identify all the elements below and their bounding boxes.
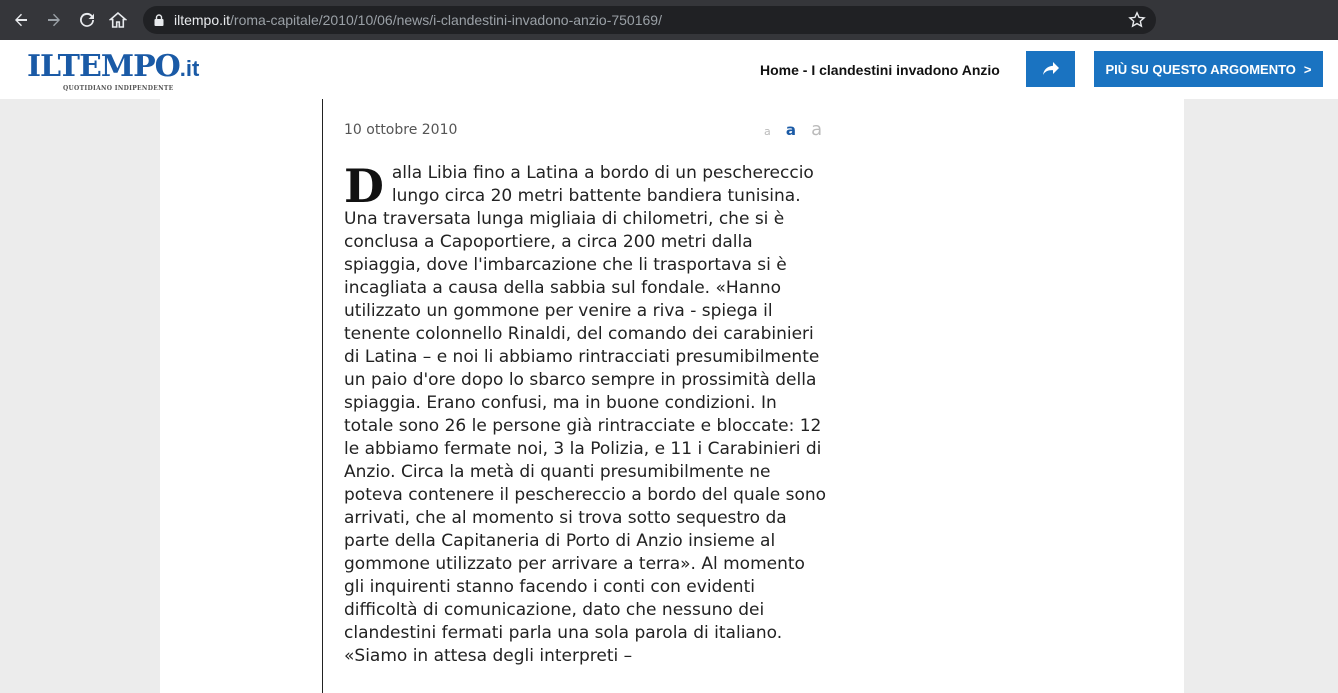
browser-toolbar [0, 0, 1338, 40]
share-arrow-icon [1042, 61, 1060, 77]
url-host: iltempo.it [174, 12, 231, 28]
logo-suffix: .it [179, 56, 200, 81]
more-on-topic-label: PIÙ SU QUESTO ARGOMENTO [1105, 61, 1296, 77]
logo-text: ILTEMPO [27, 49, 180, 84]
address-bar[interactable] [143, 6, 1156, 34]
lock-icon[interactable] [152, 13, 166, 27]
font-size-small-button[interactable]: a [764, 125, 771, 138]
site-logo[interactable] [27, 51, 217, 93]
font-size-large-button[interactable]: a [811, 119, 823, 140]
article-body [344, 159, 828, 668]
url-text[interactable] [174, 12, 662, 28]
article-date: 10 ottobre 2010 [344, 122, 458, 138]
logo-tagline: QUOTIDIANO INDIPENDENTE [63, 85, 174, 92]
site-header [0, 40, 1338, 99]
forward-arrow-icon[interactable] [42, 8, 66, 32]
article-page [160, 99, 1184, 693]
breadcrumb[interactable]: Home - I clandestini invadono Anzio [760, 62, 1000, 78]
chevron-right-icon: > [1303, 61, 1312, 77]
home-icon[interactable] [106, 8, 130, 32]
star-icon[interactable] [1128, 11, 1146, 29]
share-button[interactable] [1026, 51, 1075, 87]
reload-icon[interactable] [75, 8, 99, 32]
drop-cap: D [344, 159, 384, 213]
column-divider [322, 99, 323, 693]
font-size-medium-button[interactable]: a [785, 121, 796, 139]
article-text: alla Libia fino a Latina a bordo di un peschereccio lungo circa 20 metri battente bandiera tunisina. Una traversata lunga migliaia di chilometri, che si è conclusa a Capoportiere, a circa 200 metri dalla spiaggia, dove l'imbarcazione che li trasportava si è incagliata a causa della sabbia sul fondale. «Hanno utilizzato un gommone per venire a riva - spiega il tenente colonnello Rinaldi, del comando dei carabinieri di Latina – e noi li abbiamo rintracciati presumibilmente un paio d'ore dopo lo sbarco sempre in prossimità della spiaggia. Erano confusi, ma in buone condizioni. In totale sono 26 le persone già rintracciate e bloccate: 12 le abbiamo fermate noi, 3 la Polizia, e 11 i Carabinieri di Anzio. Circa la metà di quanti presumibilmente ne poteva contenere il peschereccio a bordo del quale sono arrivati, che al momento si trova sotto sequestro da parte della Capitaneria di Porto di Anzio insieme al gommone utilizzato per arrivare a terra». Al momento gli inquirenti stanno facendo i conti con evidenti difficoltà di comunicazione, dato che nessuno dei clandestini fermati parla una sola parola di italiano. «Siamo in attesa degli interpreti – [344, 163, 827, 666]
more-on-topic-button[interactable] [1094, 51, 1323, 87]
font-size-controls [764, 119, 832, 140]
url-path: /roma-capitale/2010/10/06/news/i-clandestini-invadono-anzio-750169/ [230, 12, 662, 28]
back-arrow-icon[interactable] [9, 8, 33, 32]
